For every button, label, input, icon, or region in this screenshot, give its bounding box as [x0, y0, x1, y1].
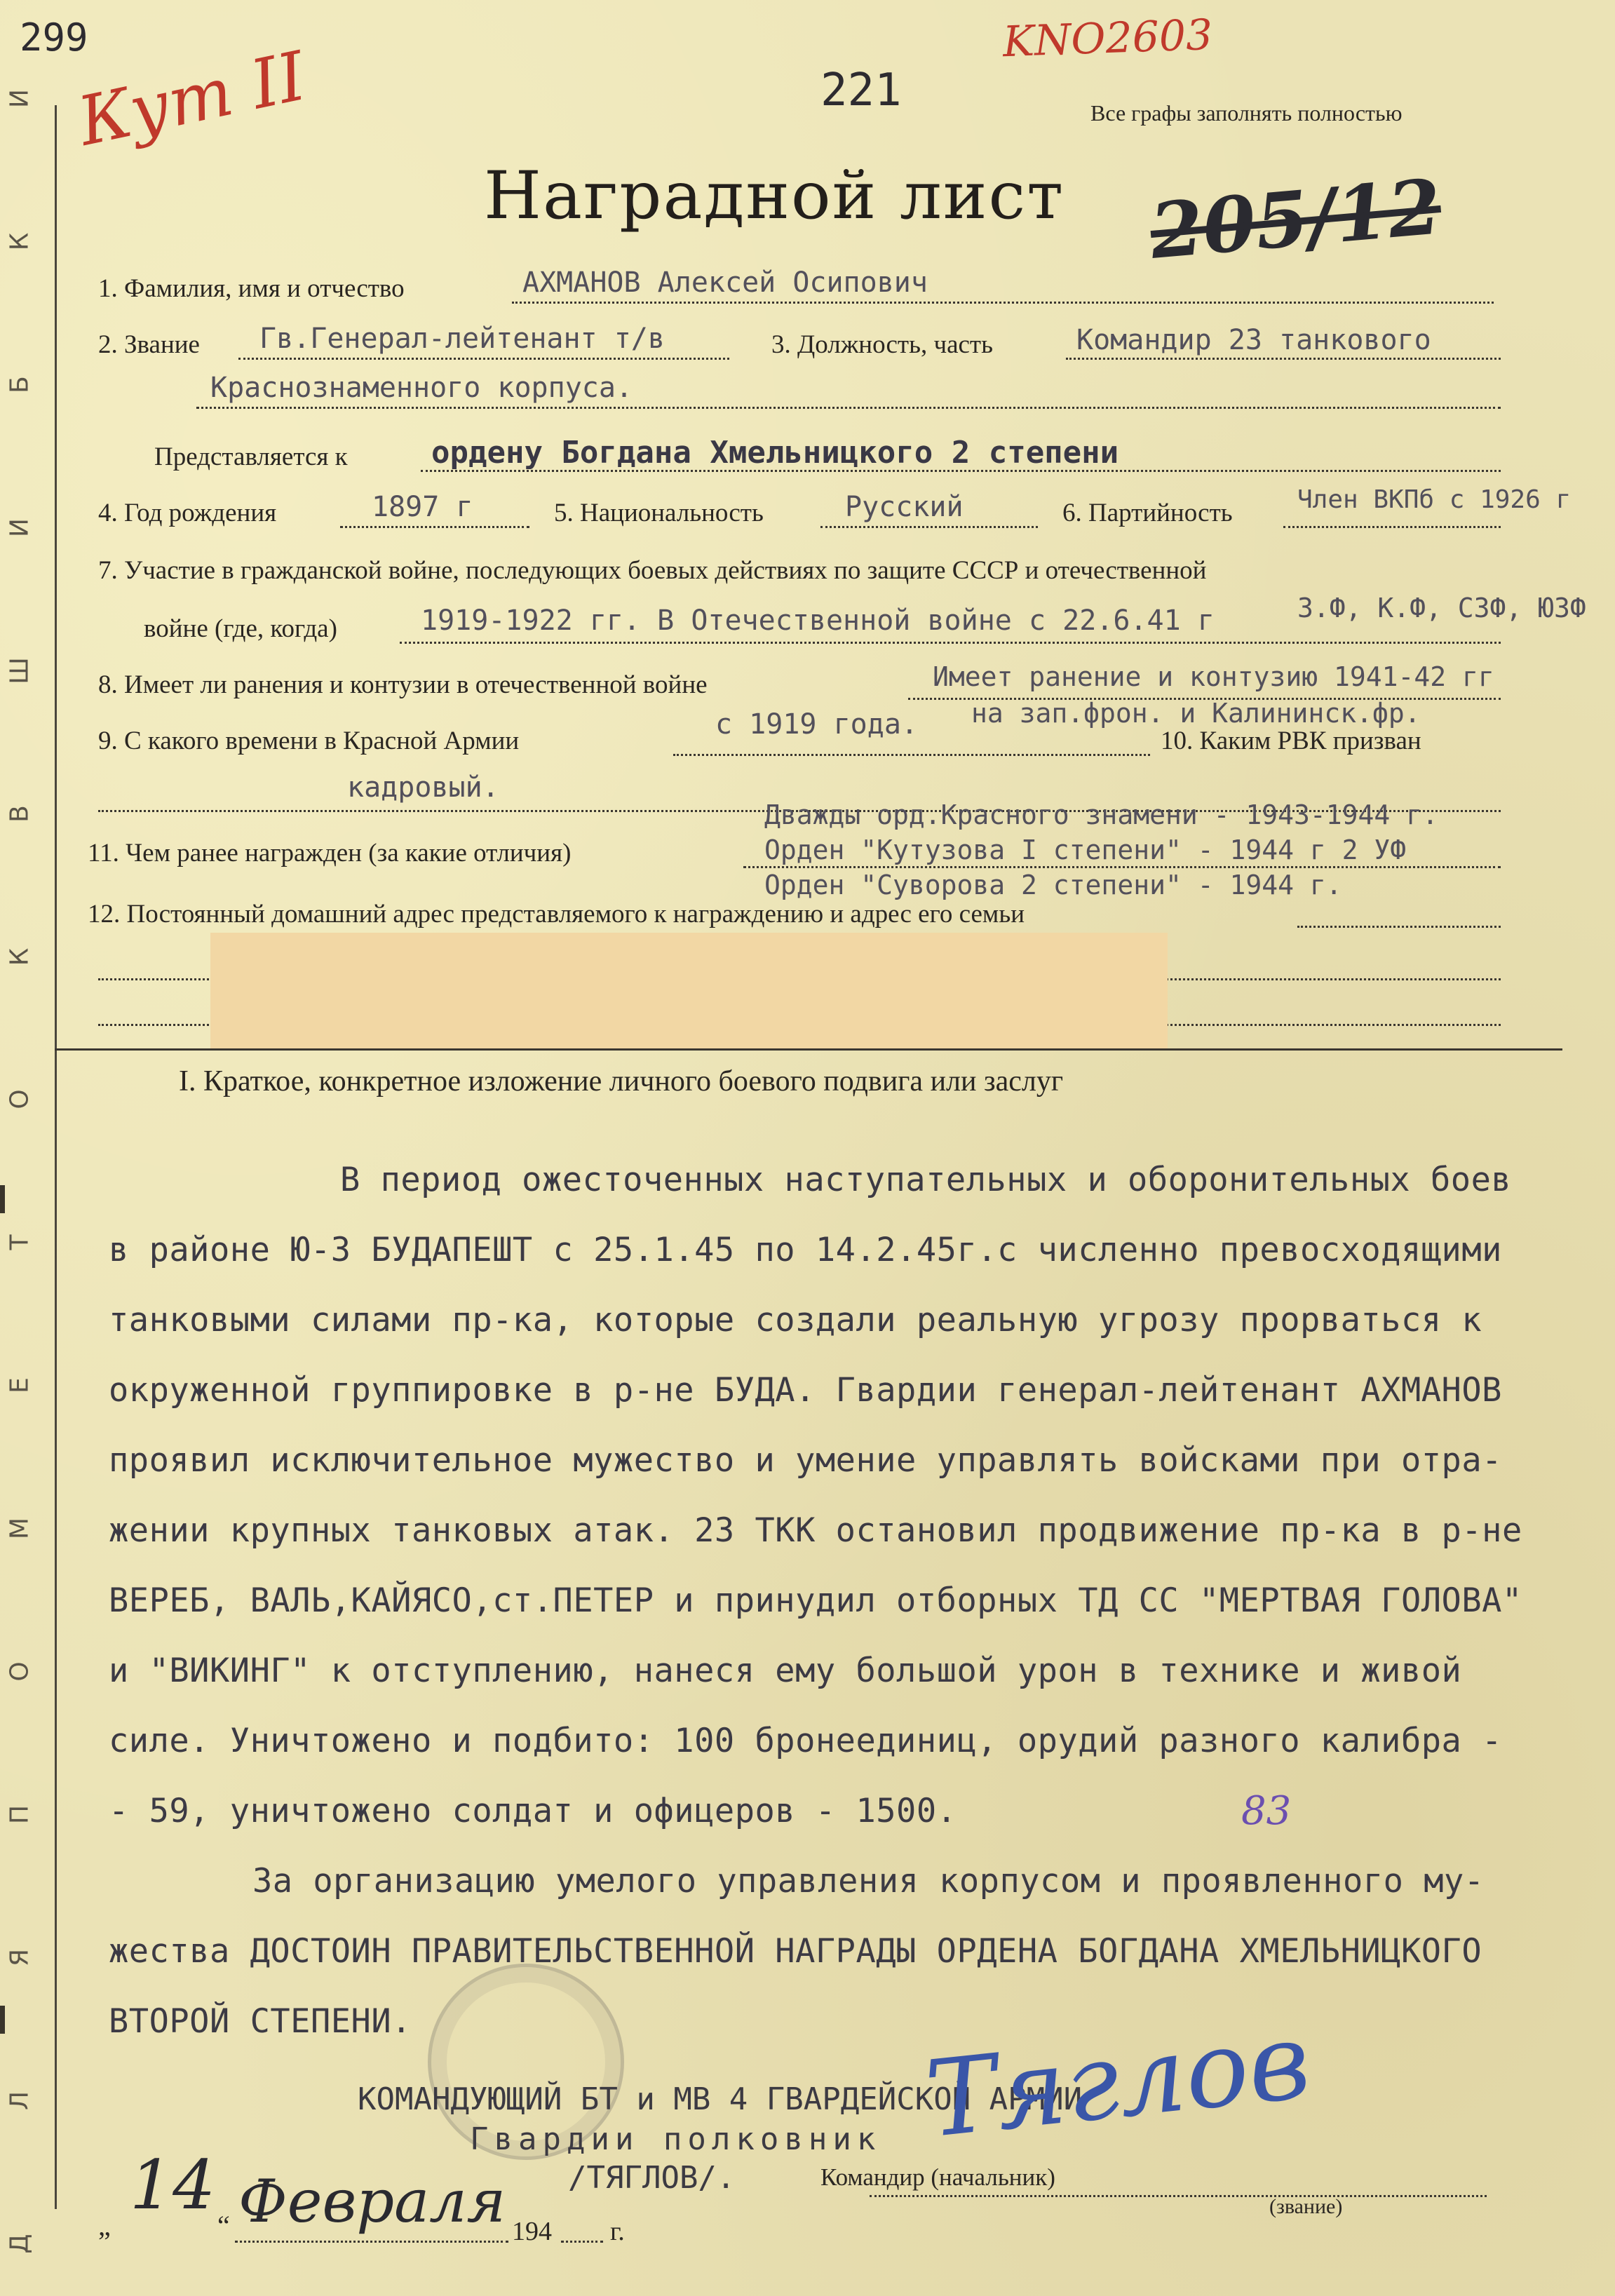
body-line: силе. Уничтожено и подбито: 100 бронеединиц, орудий разного калибра -	[109, 1722, 1502, 1760]
field-8-label: 8. Имеет ли ранения и контузии в отечественной войне	[98, 670, 708, 699]
section-divider	[55, 1048, 1562, 1051]
body-line: ВЕРЕБ, ВАЛЬ,КАЙЯСО,ст.ПЕТЕР и принудил отборных ТД СС "МЕРТВАЯ ГОЛОВА"	[109, 1581, 1522, 1620]
margin-letter: Ш	[5, 656, 34, 684]
field-2-label: 2. Звание	[98, 330, 200, 359]
field-9-label: 9. С какого времени в Красной Армии	[98, 727, 520, 755]
margin-letter: К	[5, 232, 34, 251]
present-label: Представляется к	[154, 443, 348, 471]
margin-letter: Я	[5, 1948, 34, 1966]
red-note: Кут II	[71, 36, 313, 161]
field-3-line-2	[196, 407, 1501, 409]
margin-letter: Т	[5, 1234, 34, 1250]
field-6-line	[1283, 526, 1501, 528]
perforation-mark	[0, 1185, 5, 1213]
body-line: танковыми силами пр-ка, которые создали реальную угрозу прорваться к	[109, 1301, 1482, 1339]
field-3-value-line1: Командир 23 танкового	[1076, 324, 1431, 356]
rank-label: (звание)	[1269, 2195, 1343, 2218]
signature-line3: /ТЯГЛОВ/.	[568, 2160, 736, 2196]
field-6-label: 6. Партийность	[1062, 499, 1233, 527]
field-8-value-line2: на зап.фрон. и Калининск.фр.	[971, 698, 1421, 729]
margin-letter: О	[5, 1089, 34, 1110]
present-value: ордену Богдана Хмельницкого 2 степени	[431, 435, 1119, 471]
field-9-line	[673, 754, 1150, 756]
page-title: Наградной лист	[484, 158, 1065, 234]
body-line: в районе Ю-З БУДАПЕШТ с 25.1.45 по 14.2.45г.с численно превосходящими	[109, 1231, 1502, 1269]
margin-letter: Л	[5, 2091, 34, 2110]
date-year-suffix: г.	[610, 2217, 625, 2246]
header-note: Все графы заполнять полностью	[1090, 100, 1403, 126]
margin-letter: Б	[5, 376, 34, 393]
field-11-value-line1: Дважды орд.Красного знамени - 1943-1944 г.	[764, 799, 1438, 830]
field-11-label: 11. Чем ранее награжден (за какие отличия)	[88, 839, 572, 867]
signature-line1: КОМАНДУЮЩИЙ БТ и МВ 4 ГВАРДЕЙСКОЙ АРМИИ	[358, 2081, 1083, 2117]
field-10-value: кадровый.	[347, 771, 499, 804]
blue-note: 83	[1241, 1788, 1292, 1834]
body-line: В период ожесточенных наступательных и оборонительных боев	[340, 1161, 1512, 1199]
field-8-value-line1: Имеет ранение и контузию 1941-42 гг	[933, 661, 1494, 692]
body-line: и "ВИКИНГ" к отступлению, нанеся ему большой урон в технике и живой	[109, 1652, 1462, 1690]
field-12-line	[1297, 926, 1501, 928]
field-2-value: Гв.Генерал-лейтенант т/в	[259, 323, 665, 355]
signature-line2: Гвардии полковник	[470, 2121, 881, 2157]
perforation-mark	[0, 2006, 5, 2034]
field-3-value-line2: Краснознаменного корпуса.	[210, 372, 633, 404]
field-10-label: 10. Каким РВК призван	[1161, 727, 1421, 755]
registry-number: KNO2603	[1001, 10, 1214, 67]
margin-line	[55, 105, 57, 2209]
date-close-quote: “	[217, 2210, 230, 2241]
margin-letter: К	[5, 947, 34, 966]
field-1-value: АХМАНОВ Алексей Осипович	[522, 266, 928, 299]
date-month: Февраля	[238, 2167, 506, 2236]
field-3-label: 3. Должность, часть	[771, 330, 993, 359]
body-line: - 59, уничтожено солдат и офицеров - 1500.	[109, 1792, 957, 1830]
redacted-address-block	[210, 933, 1168, 1048]
field-3-line	[1066, 358, 1501, 360]
field-7-label-line1: 7. Участие в гражданской войне, последующих боевых действиях по защите СССР и отечественной	[98, 556, 1207, 585]
crossed-number: 205/12	[1147, 163, 1445, 276]
margin-letter: Е	[5, 1377, 34, 1394]
field-9-value: с 1919 года.	[715, 708, 918, 741]
field-11-line	[743, 866, 1501, 868]
field-2-line	[238, 358, 729, 360]
field-4-label: 4. Год рождения	[98, 499, 277, 527]
body-line: жении крупных танковых атак. 23 ТКК остановил продвижение пр-ка в р-не	[109, 1511, 1522, 1550]
margin-letter: М	[5, 1518, 34, 1540]
date-month-line	[235, 2241, 508, 2243]
margin-letter: И	[5, 89, 34, 108]
page-number: 221	[820, 65, 902, 116]
date-day: 14	[130, 2146, 216, 2224]
margin-letter: И	[5, 518, 34, 537]
margin-vertical-text	[6, 84, 34, 2258]
body-line: жества ДОСТОИН ПРАВИТЕЛЬСТВЕННОЙ НАГРАДЫ ОРДЕНА БОГДАНА ХМЕЛЬНИЦКОГО	[109, 1932, 1482, 1971]
signature-line	[870, 2195, 1487, 2197]
field-5-line	[820, 526, 1038, 528]
field-4-line	[340, 526, 529, 528]
margin-letter: Д	[5, 2234, 34, 2254]
field-6-value: Член ВКПб с 1926 г	[1297, 485, 1572, 514]
body-line: проявил исключительное мужество и умение управлять войсками при отра-	[109, 1441, 1502, 1480]
field-1-label: 1. Фамилия, имя и отчество	[98, 274, 405, 303]
body-line: За организацию умелого управления корпусом и проявленного му-	[252, 1862, 1485, 1900]
field-4-value: 1897 г	[372, 491, 473, 523]
field-7-label-line2: войне (где, когда)	[144, 614, 337, 643]
margin-letter: П	[5, 1805, 34, 1825]
field-11-value-line3: Орден "Суворова 2 степени" - 1944 г.	[764, 870, 1342, 900]
field-11-value-line2: Орден "Кутузова I степени" - 1944 г 2 УФ	[764, 835, 1407, 865]
date-year: 194	[512, 2217, 552, 2246]
body-line: окруженной группировке в р-не БУДА. Гвардии генерал-лейтенант АХМАНОВ	[109, 1371, 1502, 1410]
archive-number: 299	[20, 15, 88, 60]
field-12-label: 12. Постоянный домашний адрес представляемого к награждению и адрес его семьи	[88, 900, 1025, 928]
field-7-value: 1919-1922 гг. В Отечественной войне с 22.6.41 г	[421, 605, 1215, 637]
field-7-fronts: З.Ф, К.Ф, СЗФ, ЮЗФ	[1297, 593, 1586, 623]
body-line: ВТОРОЙ СТЕПЕНИ.	[109, 2002, 412, 2041]
margin-letter: В	[5, 804, 34, 823]
commander-label: Командир (начальник)	[820, 2163, 1055, 2191]
field-5-value: Русский	[845, 491, 964, 523]
commander-signature: Тяглов	[920, 1999, 1316, 2162]
margin-letter: О	[5, 1661, 34, 1682]
date-year-line	[561, 2241, 603, 2243]
field-1-line	[512, 302, 1494, 304]
field-7-line	[400, 642, 1501, 644]
section-title: I. Краткое, конкретное изложение личного боевого подвига или заслуг	[179, 1065, 1064, 1098]
date-open-quote: „	[98, 2210, 111, 2241]
field-5-label: 5. Национальность	[554, 499, 764, 527]
